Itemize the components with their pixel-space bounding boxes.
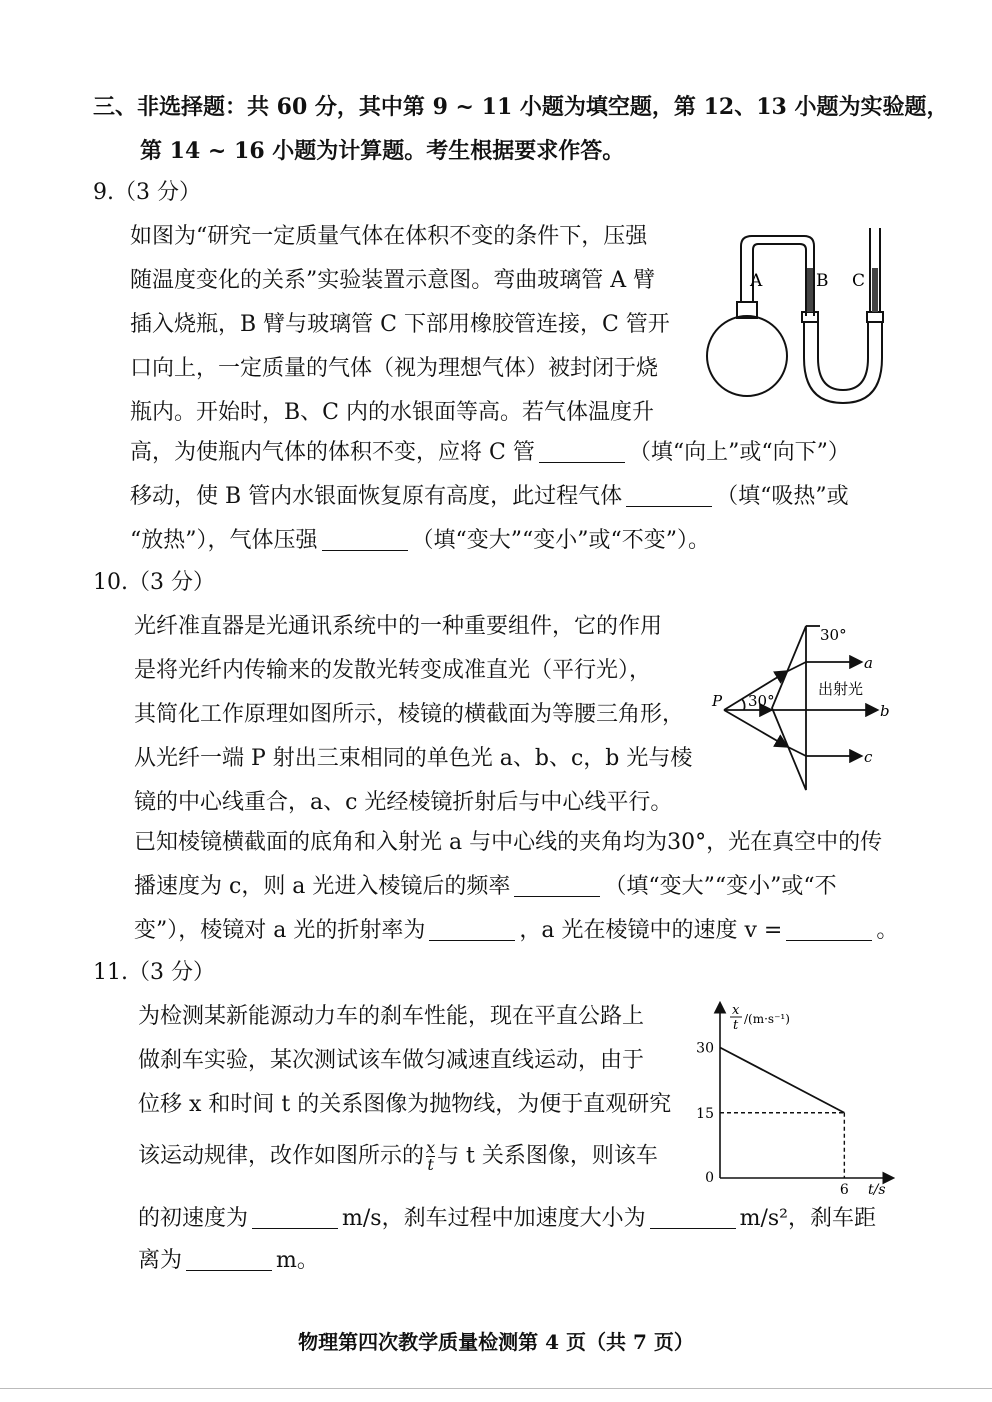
- y-axis-label-unit: /(m·s⁻¹): [744, 1012, 790, 1026]
- x-axis-label: t/s: [868, 1182, 886, 1198]
- section-subtitle: 第 14 ~ 16 小题为计算题。考生根据要求作答。: [140, 138, 625, 164]
- ray-p-c: [724, 710, 786, 746]
- q11-fraction: [426, 1140, 435, 1173]
- q10-line-8: [134, 916, 898, 946]
- q11-line-5-text-c: m/s²，刹车距: [739, 1206, 876, 1231]
- q9-header: 9.（3 分）: [93, 180, 201, 205]
- label-b: b: [880, 702, 890, 720]
- prism-outline: [772, 626, 806, 790]
- q11-line-6-text-a: 离为: [138, 1248, 183, 1273]
- q11-chart: [690, 998, 900, 1198]
- q10-line-8-text-b: ，a 光在棱镜中的速度 v =: [519, 918, 783, 943]
- q11-blank-2[interactable]: [650, 1206, 736, 1229]
- q10-line-5: 镜的中心线重合，a、c 光经棱镜折射后与中心线平行。: [134, 790, 673, 815]
- label-c: c: [864, 748, 873, 766]
- x-tick-label: 0: [705, 1170, 714, 1186]
- series-line: [720, 1048, 844, 1113]
- q9-line-3: 插入烧瓶，B 臂与玻璃管 C 下部用橡胶管连接，C 管开: [130, 312, 670, 337]
- q10-blank-3[interactable]: [786, 918, 872, 941]
- label-a: a: [864, 654, 873, 672]
- q10-line-7: [134, 872, 837, 902]
- rubber-tube: [804, 322, 882, 403]
- q9-apparatus-figure: [700, 228, 900, 438]
- q11-line-5-text-b: m/s，刹车过程中加速度大小为: [342, 1206, 646, 1231]
- q10-blank-1[interactable]: [514, 874, 600, 897]
- q9-line-8: [130, 526, 710, 556]
- q9-line-5: 瓶内。开始时，B、C 内的水银面等高。若气体温度升: [130, 400, 654, 425]
- angle-arc-p: [742, 699, 745, 710]
- y-tick-label: 30: [696, 1040, 714, 1057]
- mercury-b: [807, 268, 813, 312]
- fraction-numerator: x: [426, 1138, 436, 1157]
- q11-line-4-text-b: 与 t 关系图像，则该车: [437, 1143, 658, 1169]
- section-title: 三、非选择题：共 60 分，其中第 9 ~ 11 小题为填空题，第 12、13 小题为实验题，: [93, 94, 949, 120]
- label-b: B: [816, 271, 829, 291]
- y-axis-label-den: t: [733, 1018, 739, 1033]
- q10-line-7-text-a: 播速度为 c，则 a 光进入棱镜后的频率: [134, 874, 511, 899]
- q9-line-6: [130, 438, 850, 468]
- q10-line-6: 已知棱镜横截面的底角和入射光 a 与中心线的夹角均为30°，光在真空中的传: [134, 830, 883, 855]
- q11-line-3: 位移 x 和时间 t 的关系图像为抛物线，为便于直观研究: [138, 1092, 672, 1117]
- q10-line-8-text-a: 变”），棱镜对 a 光的折射率为: [134, 918, 426, 943]
- angle-label-top: 30°: [820, 626, 847, 644]
- fraction-denominator: t: [427, 1155, 434, 1174]
- page-footer: 物理第四次教学质量检测第 4 页（共 7 页）: [298, 1330, 694, 1354]
- q10-line-2: 是将光纤内传输来的发散光转变成准直光（平行光），: [134, 658, 652, 683]
- x-tick-label: 6: [839, 1182, 849, 1198]
- q9-line-7-text-a: 移动，使 B 管内水银面恢复原有高度，此过程气体: [130, 484, 623, 509]
- label-c: C: [852, 271, 866, 291]
- label-a: A: [750, 271, 763, 291]
- q10-line-7-text-b: （填“变大”“变小”或“不: [604, 874, 837, 899]
- q9-blank-2[interactable]: [626, 484, 712, 507]
- q11-line-1: 为检测某新能源动力车的刹车性能，现在平直公路上: [138, 1004, 645, 1029]
- q11-blank-1[interactable]: [252, 1206, 338, 1229]
- q11-line-4-text-a: 该运动规律，改作如图所示的: [138, 1143, 425, 1169]
- q9-line-6-text-b: （填“向上”或“向下”）: [628, 440, 850, 465]
- q9-blank-3[interactable]: [322, 528, 408, 551]
- tube-b-joint: [802, 312, 818, 322]
- q11-line-6-text-b: m。: [276, 1248, 319, 1273]
- q10-line-3: 其简化工作原理如图所示，棱镜的横截面为等腰三角形，: [134, 702, 685, 727]
- q11-header: 11.（3 分）: [93, 960, 215, 985]
- q11-line-4: [138, 1140, 658, 1173]
- q9-line-7-text-b: （填“吸热”或: [716, 484, 849, 509]
- tube-c-joint: [867, 312, 883, 322]
- q9-line-7: [130, 482, 849, 512]
- q9-line-1: 如图为“研究一定质量气体在体积不变的条件下，压强: [130, 224, 648, 249]
- q10-line-8-text-c: 。: [876, 918, 899, 943]
- q9-blank-1[interactable]: [539, 440, 625, 463]
- q11-line-5: [138, 1204, 876, 1234]
- y-tick-label: 15: [696, 1105, 714, 1122]
- q9-line-8-text-b: （填“变大”“变小”或“不变”）。: [411, 528, 710, 553]
- q11-blank-3[interactable]: [186, 1248, 272, 1271]
- q9-line-4: 口向上，一定质量的气体（视为理想气体）被封闭于烧: [130, 356, 659, 381]
- q10-prism-figure: [708, 618, 898, 808]
- q11-line-2: 做刹车实验，某次测试该车做匀减速直线运动，由于: [138, 1048, 645, 1073]
- q10-line-1: 光纤准直器是光通讯系统中的一种重要组件，它的作用: [134, 614, 663, 639]
- q10-blank-2[interactable]: [429, 918, 515, 941]
- q10-line-4: 从光纤一端 P 射出三束相同的单色光 a、b、c，b 光与棱: [134, 746, 693, 771]
- angle-label-p: 30°: [748, 692, 775, 710]
- q10-header: 10.（3 分）: [93, 570, 215, 595]
- label-p: P: [712, 692, 723, 710]
- q11-line-6: [138, 1246, 319, 1276]
- q11-line-5-text-a: 的初速度为: [138, 1206, 249, 1231]
- q9-line-6-text-a: 高，为使瓶内气体的体积不变，应将 C 管: [130, 440, 535, 465]
- mercury-c: [872, 268, 878, 312]
- label-out: 出射光: [818, 680, 864, 698]
- q9-line-8-text-a: “放热”），气体压强: [130, 528, 318, 553]
- y-axis-label-num: x: [732, 1003, 740, 1018]
- q9-line-2: 随温度变化的关系”实验装置示意图。弯曲玻璃管 A 臂: [130, 268, 656, 293]
- bottom-divider: [0, 1388, 992, 1389]
- flask: [707, 316, 787, 396]
